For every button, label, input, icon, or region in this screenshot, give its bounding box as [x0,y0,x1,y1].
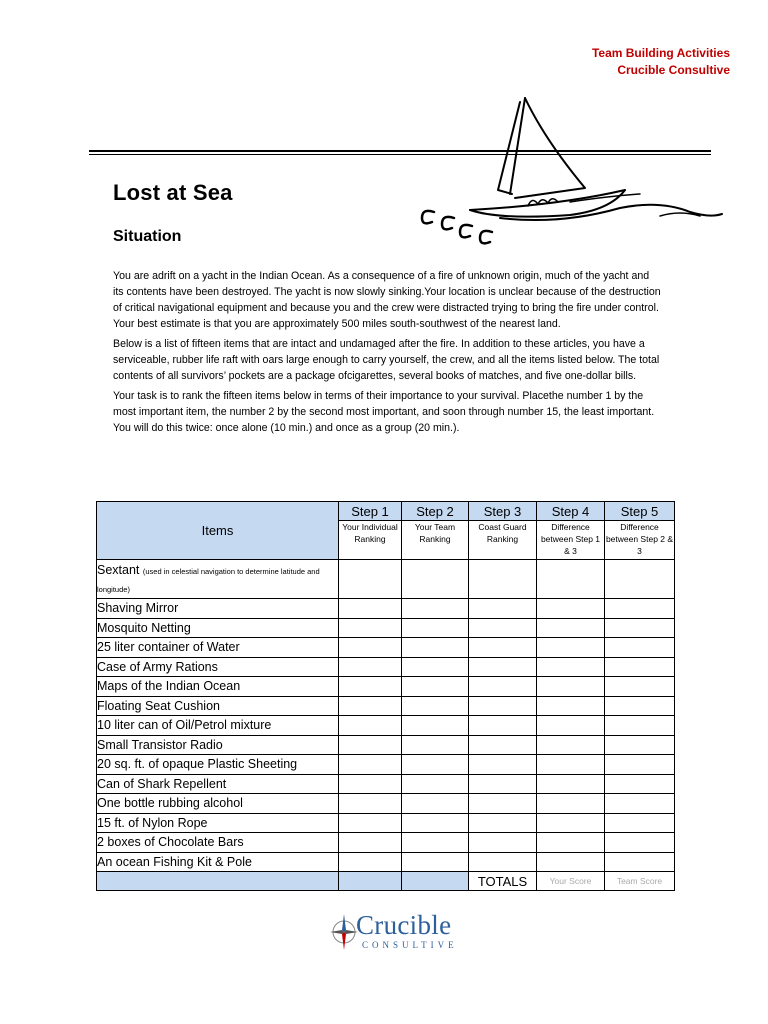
table-row [97,677,675,697]
step-4-cell[interactable] [537,735,605,755]
step-4-cell[interactable] [537,696,605,716]
item-label: Mosquito Netting [97,618,339,638]
item-label: 25 liter container of Water [97,638,339,658]
step-1-cell[interactable] [339,774,402,794]
step-5-header: Step 5 [605,502,675,521]
step-2-cell[interactable] [402,677,469,697]
step-4-cell[interactable] [537,852,605,872]
step-1-cell[interactable] [339,755,402,775]
totals-spacer [402,872,469,891]
step-1-cell[interactable] [339,638,402,658]
step-2-cell[interactable] [402,833,469,853]
table-row [97,657,675,677]
step-1-cell[interactable] [339,677,402,697]
step-1-cell[interactable] [339,833,402,853]
table-row [97,813,675,833]
table-row [97,599,675,619]
step-2-cell[interactable] [402,774,469,794]
table-row [97,560,675,599]
items-header: Items [97,502,339,560]
step-5-cell[interactable] [605,794,675,814]
step-3-cell[interactable] [469,755,537,775]
step-3-cell[interactable] [469,657,537,677]
step-1-cell[interactable] [339,696,402,716]
step-5-cell[interactable] [605,696,675,716]
step-3-cell[interactable] [469,735,537,755]
table-row [97,833,675,853]
totals-spacer [97,872,339,891]
totals-spacer [339,872,402,891]
step-5-cell[interactable] [605,833,675,853]
step-5-cell[interactable] [605,735,675,755]
step-3-cell[interactable] [469,852,537,872]
step-2-cell[interactable] [402,794,469,814]
step-2-cell[interactable] [402,696,469,716]
header-line-2: Crucible Consultive [617,63,730,77]
item-label: 20 sq. ft. of opaque Plastic Sheeting [97,755,339,775]
step-2-cell[interactable] [402,735,469,755]
step-4-cell[interactable] [537,657,605,677]
sailboat-illustration [410,90,730,250]
step-5-cell[interactable] [605,599,675,619]
step-3-cell[interactable] [469,618,537,638]
step-2-description: Your Team Ranking [402,521,469,560]
item-label: 15 ft. of Nylon Rope [97,813,339,833]
step-5-cell[interactable] [605,657,675,677]
table-row [97,755,675,775]
step-1-cell[interactable] [339,657,402,677]
step-1-cell[interactable] [339,599,402,619]
step-2-cell[interactable] [402,599,469,619]
step-2-cell[interactable] [402,657,469,677]
situation-text [113,268,661,440]
step-3-cell[interactable] [469,716,537,736]
step-3-cell[interactable] [469,638,537,658]
item-label: One bottle rubbing alcohol [97,794,339,814]
step-5-cell[interactable] [605,638,675,658]
step-5-cell[interactable] [605,677,675,697]
header-line-1: Team Building Activities [591,46,730,60]
table-row [97,696,675,716]
paragraph: Your task is to rank the fifteen items below in terms of their importance to your survival. Placethe number 1 by the most important item, the number 2 by the second most important, and soon through number 15, the least important. You will do this twice: once alone (10 min.) and once as a group (20 min.). [113,390,655,434]
paragraph: Below is a list of fifteen items that are intact and undamaged after the fire. In addition to these articles, you have a serviceable, rubber life raft with oars large enough to carry yourself, the crew, and all the items listed below. The total contents of all survivors’ pockets are a package ofcigarettes, several books of matches, and five one-dollar bills. [113,338,660,382]
step-3-cell[interactable] [469,794,537,814]
step-4-cell[interactable] [537,716,605,736]
step-1-header: Step 1 [339,502,402,521]
step-4-cell[interactable] [537,638,605,658]
table-row [97,852,675,872]
step-4-cell[interactable] [537,599,605,619]
step-4-cell[interactable] [537,618,605,638]
item-label: Maps of the Indian Ocean [97,677,339,697]
logo-wordmark: Crucible [356,910,452,940]
table-row [97,735,675,755]
step-1-cell[interactable] [339,813,402,833]
step-4-description: Difference between Step 1 & 3 [537,521,605,560]
table-row [97,774,675,794]
page-title: Lost at Sea [113,180,233,205]
section-title: Situation [113,228,182,245]
step-4-cell[interactable] [537,794,605,814]
step-1-cell[interactable] [339,735,402,755]
table-row [97,716,675,736]
header-brand [592,45,730,79]
step-1-cell[interactable] [339,852,402,872]
step-3-cell[interactable] [469,599,537,619]
step-3-cell[interactable] [469,696,537,716]
step-5-cell[interactable] [605,774,675,794]
step-4-header: Step 4 [537,502,605,521]
step-2-cell[interactable] [402,618,469,638]
step-5-cell[interactable] [605,852,675,872]
step-2-cell[interactable] [402,852,469,872]
step-3-cell[interactable] [469,813,537,833]
step-4-cell[interactable] [537,755,605,775]
step-2-cell[interactable] [402,560,469,599]
item-sextant [97,560,339,599]
step-5-cell[interactable] [605,560,675,599]
item-label: Floating Seat Cushion [97,696,339,716]
step-1-cell[interactable] [339,618,402,638]
step-2-cell[interactable] [402,755,469,775]
item-label: An ocean Fishing Kit & Pole [97,852,339,872]
step-1-cell[interactable] [339,560,402,599]
step-3-header: Step 3 [469,502,537,521]
table-row [97,618,675,638]
step-3-description: Coast Guard Ranking [469,521,537,560]
item-label: 10 liter can of Oil/Petrol mixture [97,716,339,736]
item-label: Shaving Mirror [97,599,339,619]
step-3-cell[interactable] [469,774,537,794]
item-label: Sextant [97,563,140,577]
logo-subtitle: CONSULTIVE [362,940,458,950]
item-label: 2 boxes of Chocolate Bars [97,833,339,853]
step-4-cell[interactable] [537,833,605,853]
step-1-cell[interactable] [339,716,402,736]
paragraph: You are adrift on a yacht in the Indian Ocean. As a consequence of a fire of unknown origin, much of the yacht and its contents have been destroyed. The yacht is now slowly sinking.Your location is unclear because of the destruction of critical navigational equipment and because you and the crew were distracted trying to bring the fire under control. Your best estimate is that you are approximately 500 miles south-southwest of the nearest land. [113,270,661,330]
step-5-description: Difference between Step 2 & 3 [605,521,675,560]
team-score-cell[interactable]: Team Score [605,872,675,891]
totals-row [97,872,675,891]
step-2-cell[interactable] [402,638,469,658]
step-2-cell[interactable] [402,813,469,833]
step-2-header: Step 2 [402,502,469,521]
step-1-description: Your Individual Ranking [339,521,402,560]
step-5-cell[interactable] [605,813,675,833]
table-row [97,794,675,814]
your-score-cell[interactable]: Your Score [537,872,605,891]
step-2-cell[interactable] [402,716,469,736]
step-5-cell[interactable] [605,755,675,775]
item-label: Case of Army Rations [97,657,339,677]
step-3-cell[interactable] [469,560,537,599]
step-1-cell[interactable] [339,794,402,814]
step-4-cell[interactable] [537,774,605,794]
step-3-cell[interactable] [469,833,537,853]
step-4-cell[interactable] [537,560,605,599]
item-label: Small Transistor Radio [97,735,339,755]
ranking-table [96,501,675,891]
item-note: (used in celestial navigation to determine latitude and longitude) [97,567,320,594]
step-4-cell[interactable] [537,813,605,833]
item-label: Can of Shark Repellent [97,774,339,794]
step-5-cell[interactable] [605,716,675,736]
totals-label: TOTALS [469,872,537,891]
step-4-cell[interactable] [537,677,605,697]
table-row [97,638,675,658]
step-3-cell[interactable] [469,677,537,697]
step-5-cell[interactable] [605,618,675,638]
